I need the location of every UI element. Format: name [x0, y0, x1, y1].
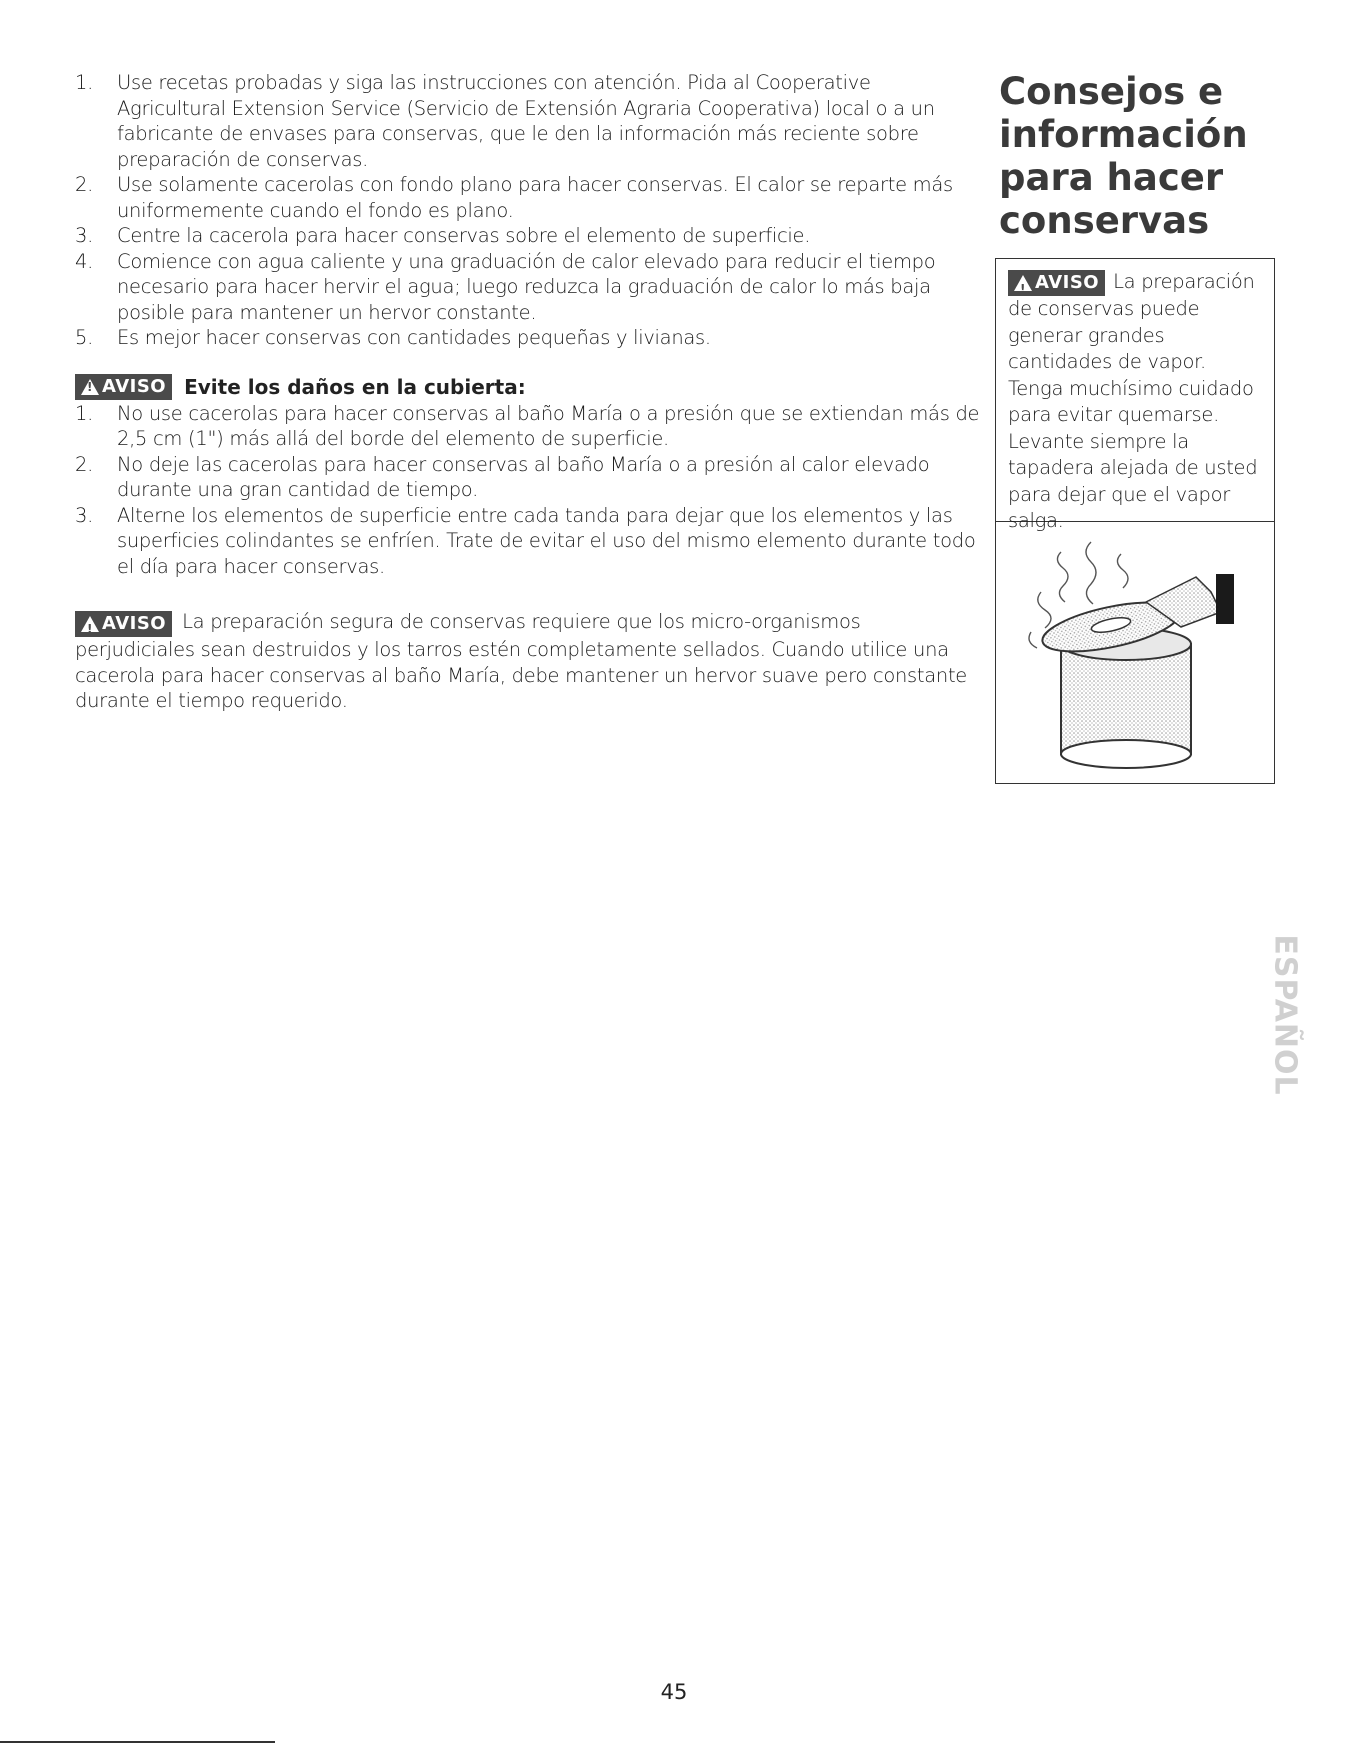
- main-column: [75, 70, 980, 714]
- list-item: 2. Use solamente cacerolas con fondo plano para hacer conservas. El calor se reparte más uniformemente cuando el fondo es plano.: [75, 173, 953, 222]
- warning-triangle-icon: [81, 616, 99, 632]
- list-item: 2. No deje las cacerolas para hacer conservas al baño María o a presión al calor elevado durante una gran cantidad de tiempo.: [75, 452, 930, 501]
- steam-warning-text: ! AVISO La preparación de conservas puede generar grandes cantidades de vapor. Tenga muchísimo cuidado para evitar quemarse. Levante siempre la tapadera alejada de usted para dejar que el vapor salga.: [996, 259, 1274, 522]
- steaming-pot-illustration: [996, 522, 1274, 783]
- canning-steps-list: [75, 70, 980, 351]
- list-item: 3. Centre la cacerola para hacer conservas sobre el elemento de superficie.: [75, 224, 811, 247]
- warning-triangle-icon: [1014, 275, 1032, 291]
- list-item: 4. Comience con agua caliente y una graduación de calor elevado para reducir el tiempo necesario para hacer hervir el agua; luego reduzca la graduación de calor lo más baja posible para mantener un hervor constante.: [75, 249, 936, 324]
- section-title: Consejos e información para hacer conservas: [999, 70, 1248, 242]
- steam-warning-box: [995, 258, 1275, 784]
- language-tab: ESPAÑOL: [1267, 934, 1303, 1096]
- warning-title: Evite los daños en la cubierta:: [184, 374, 526, 399]
- safe-canning-warning: ! AVISO La preparación segura de conservas requiere que los micro-organismos perjudiciales sean destruidos y los tarros estén completamente sellados. Cuando utilice una cacerola para hacer conservas al baño María, debe mantener un hervor suave pero constante durante el tiempo requerido.: [75, 609, 980, 714]
- steaming-pot-icon: [1021, 532, 1251, 772]
- list-item: 3. Alterne los elementos de superficie entre cada tanda para dejar que los elementos y las superficies colindantes se enfríen. Trate de evitar el uso del mismo elemento durante todo el día para hacer conservas.: [75, 503, 976, 578]
- list-item: 5. Es mejor hacer conservas con cantidades pequeñas y livianas.: [75, 326, 711, 349]
- list-item: 1. Use recetas probadas y siga las instrucciones con atención. Pida al Cooperative Agricultural Extension Service (Servicio de Extensión Agraria Cooperativa) local o a un fabricante de envases para conservas, que le den la información más reciente sobre preparación de conservas.: [75, 71, 935, 171]
- warning-triangle-icon: [81, 379, 99, 395]
- warning-badge: ! AVISO: [75, 611, 172, 637]
- footer-divider: [0, 1741, 275, 1743]
- list-item: 1. No use cacerolas para hacer conservas al baño María o a presión que se extiendan más de 2,5 cm (1") más allá del borde del elemento de superficie.: [75, 401, 980, 450]
- side-column: [995, 70, 1277, 532]
- cooktop-warning-list: [75, 401, 980, 580]
- warning-badge: ! AVISO: [75, 374, 172, 400]
- page-number: 45: [660, 1680, 688, 1704]
- warning-badge: ! AVISO: [1008, 270, 1105, 296]
- cooktop-warning-heading: [75, 373, 980, 401]
